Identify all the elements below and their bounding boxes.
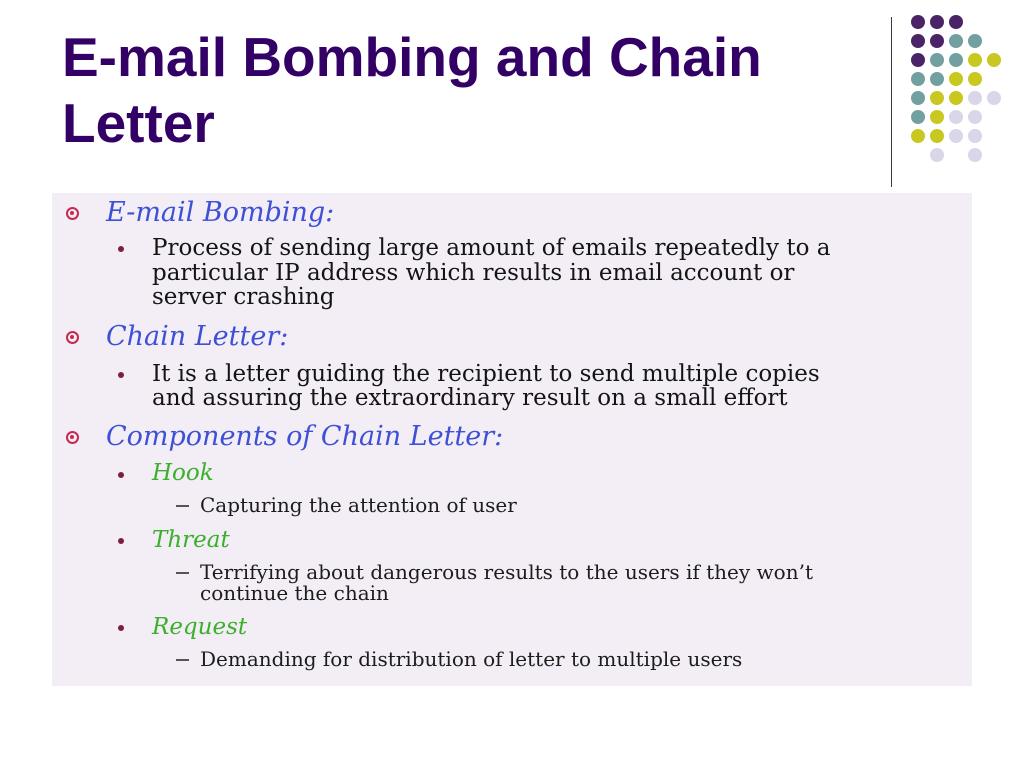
component-detail-line: Terrifying about dangerous results to the users if they won’t [200, 560, 813, 584]
bullet-dot-icon [118, 625, 124, 631]
point-text-line: Process of sending large amount of emails repeatedly to a [152, 235, 831, 261]
decorative-dot [968, 129, 982, 143]
component-name: Request [152, 614, 248, 640]
section-heading: E-mail Bombing: [106, 197, 335, 228]
decorative-dot [968, 53, 982, 67]
component-detail-line: Demanding for distribution of letter to multiple users [200, 647, 743, 671]
decorative-dot [968, 72, 982, 86]
bullet-dot-icon [118, 538, 124, 544]
point-text-line: and assuring the extraordinary result on a small effort [152, 385, 788, 411]
decorative-dot [987, 91, 1001, 105]
decorative-dot [911, 72, 925, 86]
decorative-dot [930, 15, 944, 29]
point-text-line: server crashing [152, 284, 335, 310]
decorative-dot [930, 129, 944, 143]
decorative-dot [911, 110, 925, 124]
point-text-line: It is a letter guiding the recipient to send multiple copies [152, 361, 820, 387]
decorative-dot [949, 72, 963, 86]
decorative-dot [968, 148, 982, 162]
section-heading: Chain Letter: [106, 321, 289, 352]
decorative-dot [949, 91, 963, 105]
decorative-dot [949, 53, 963, 67]
decorative-dot [968, 91, 982, 105]
dash-icon [176, 572, 189, 574]
decorative-dot [930, 91, 944, 105]
component-name: Threat [152, 527, 230, 553]
bullet-dot-icon [118, 372, 124, 378]
dash-icon [176, 659, 189, 661]
decorative-dot [930, 110, 944, 124]
dash-icon [176, 505, 189, 507]
slide-title: E-mail Bombing and Chain Letter [62, 26, 762, 154]
decorative-dot [930, 53, 944, 67]
decorative-dot [949, 129, 963, 143]
decorative-dot [911, 34, 925, 48]
section-heading: Components of Chain Letter: [106, 421, 504, 452]
decorative-dot [949, 15, 963, 29]
decorative-dot [911, 15, 925, 29]
decorative-dot [930, 34, 944, 48]
decorative-dot [968, 34, 982, 48]
component-detail-line: Capturing the attention of user [200, 493, 517, 517]
component-detail-line: continue the chain [200, 581, 389, 605]
circled-dot-icon [66, 331, 79, 344]
component-name: Hook [152, 460, 214, 486]
decorative-dot [930, 148, 944, 162]
point-text-line: particular IP address which results in email account or [152, 260, 795, 286]
decorative-dot [911, 129, 925, 143]
decorative-dot [930, 72, 944, 86]
bullet-dot-icon [118, 246, 124, 252]
circled-dot-icon [66, 431, 79, 444]
decorative-dot [987, 53, 1001, 67]
decorative-dot [911, 91, 925, 105]
title-divider-line [891, 17, 892, 187]
decorative-dot [949, 34, 963, 48]
decorative-dot [968, 110, 982, 124]
decorative-dot [949, 110, 963, 124]
circled-dot-icon [66, 207, 79, 220]
decorative-dot [911, 53, 925, 67]
bullet-dot-icon [118, 472, 124, 478]
